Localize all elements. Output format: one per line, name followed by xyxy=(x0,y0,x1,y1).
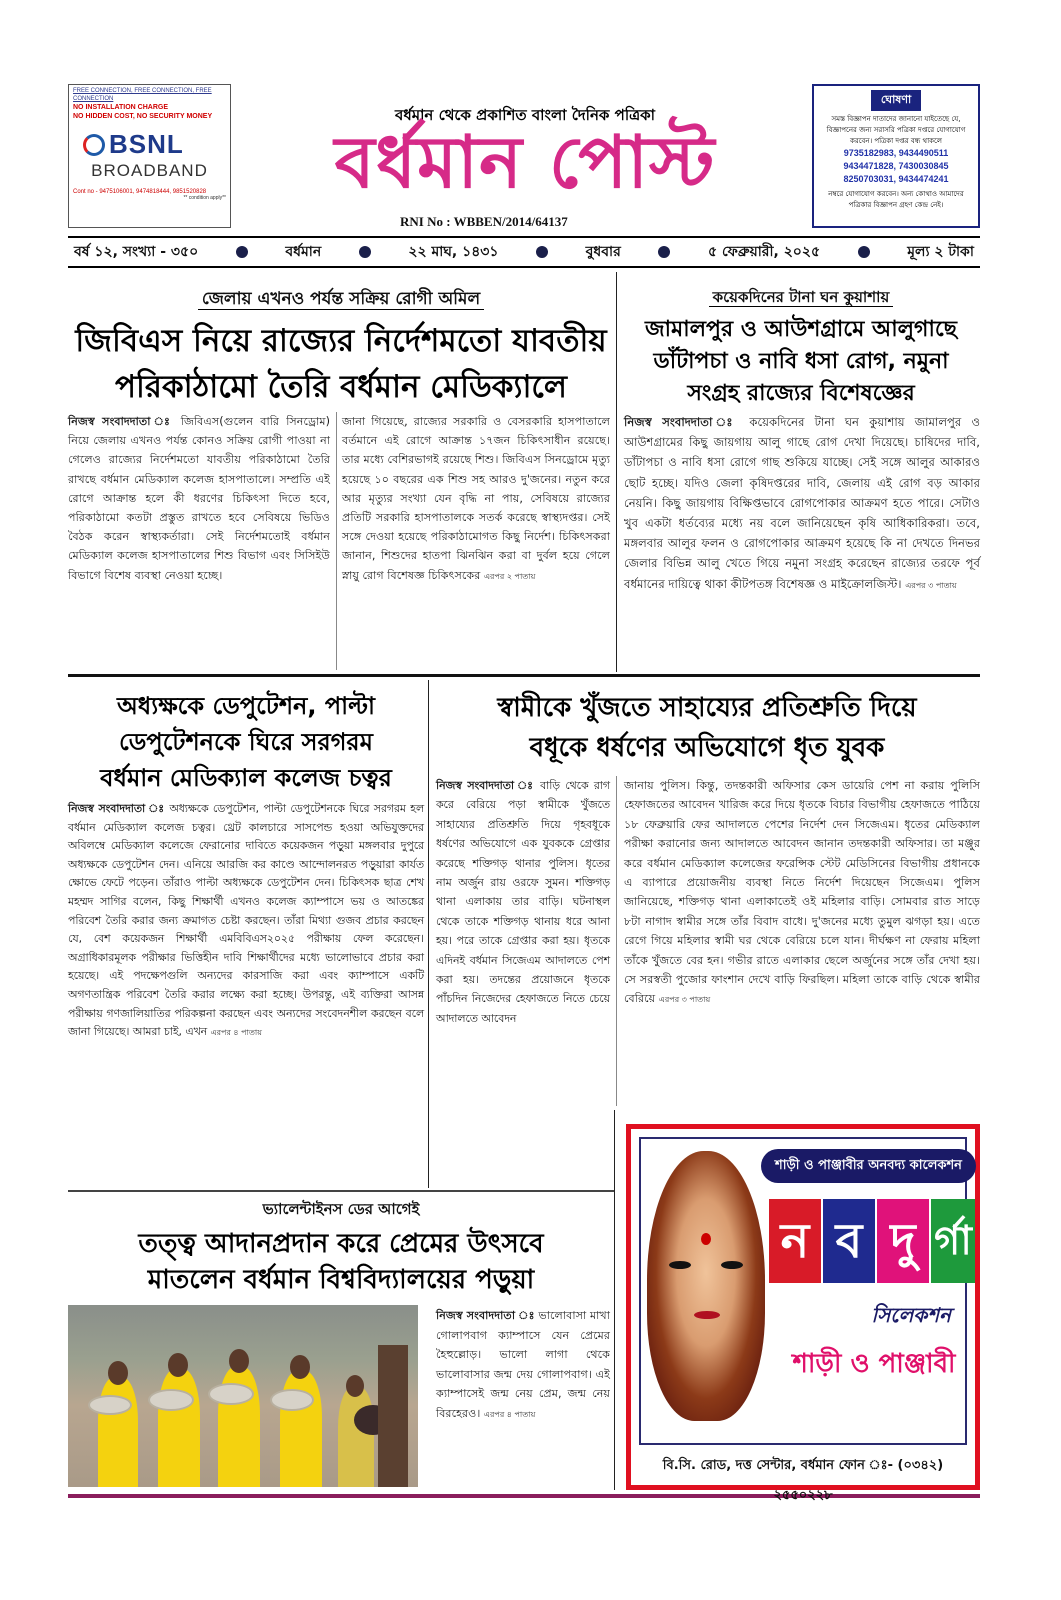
story3-headline xyxy=(68,688,424,796)
bullet-icon xyxy=(858,246,870,258)
notice-phone-1: 9735182983, 9434490511 xyxy=(843,148,949,158)
story1-byline: নিজস্ব সংবাদদাতা ঃ xyxy=(68,415,174,428)
bullet-icon xyxy=(536,246,548,258)
story5-headline-line1: তত্ত্ব আদানপ্রদান করে প্রেমের উৎসবে xyxy=(138,1229,544,1259)
notice-phone-2: 9434471828, 7430030845 xyxy=(843,161,949,171)
bullet-icon xyxy=(658,246,670,258)
story3-headline-line1: অধ্যক্ষকে ডেপুটেশন, পাল্টা xyxy=(117,692,375,720)
story3-column xyxy=(68,800,424,1182)
bsnl-advert xyxy=(68,84,231,228)
story3-headline-line2: ডেপুটেশনকে ঘিরে সরগরম xyxy=(119,728,373,756)
story2-headline-line1: জামালপুর ও আউশগ্রামে আলুগাছে xyxy=(644,317,957,342)
story1-column-2 xyxy=(342,412,610,668)
place: বর্ধমান xyxy=(285,244,322,260)
column-rule xyxy=(336,412,337,670)
story1-headline xyxy=(68,318,614,410)
story2-column xyxy=(624,412,980,670)
notice-phone-3: 8250703031, 9434474241 xyxy=(843,174,949,184)
newspaper-title: বর্ধমান পোস্ট xyxy=(334,120,716,204)
story4-headline-line1: স্বামীকে খুঁজতে সাহায্যের প্রতিশ্রুতি দিয়ে xyxy=(497,693,917,723)
story4-headline-line2: বধূকে ধর্ষণের অভিযোগে ধৃত যুবক xyxy=(529,733,885,763)
column-rule xyxy=(428,680,429,1188)
bsnl-globe-icon xyxy=(83,134,105,156)
story3-continued: এরপর ৪ পাতায় xyxy=(210,1028,262,1038)
story5-text: ভালোবাসা মাখা গোলাপবাগ ক্যাম্পাসে যেন প্রেমের হৈহুল্লোড়। ভালো লাগা থেকে ভালোবাসার জন্ম দেয় গোলাপবাগ। এই ক্যাম্পাসেই জন্ম নেয় প্রেম, জন্ম নেয় বিরহেরও। xyxy=(436,1309,610,1420)
notice-heading: ঘোষণা xyxy=(871,90,921,111)
story4-text-1: বাড়ি থেকে রাগ করে বেরিয়ে পড়া স্বামীকে খুঁজতে সাহায্যের প্রতিশ্রুতি দিয়ে গৃহবধূকে ধর্ষণের অভিযোগে এক যুবককে গ্রেপ্তার করেছে শক্তিগড় থানার পুলিস। ধৃতের নাম অর্জুন রায় ওরফে সুমন। শক্তিগড় থানা এলাকায় তার বাড়ি। ঘটনাস্থল থেকে তাকে শক্তিগড় থানায় ধরে আনা হয়। পরে তাকে গ্রেপ্তার করা হয়। ধৃতকে এদিনই বর্ধমান সিজেএম আদালতে পেশ করা হয়। তদন্তের প্রয়োজনে ধৃতকে পাঁচদিন নিজেদের হেফাজতে নিতে চেয়ে আদালতে আবেদন xyxy=(436,779,611,1025)
story4-headline xyxy=(434,688,980,768)
story5-headline-line2: মাতলেন বর্ধমান বিশ্ববিদ্যালয়ের পড়ুয়া xyxy=(147,1265,535,1295)
navadurga-advert xyxy=(626,1124,980,1503)
story1-text-1: জিবিএস(গুলেন বারি সিনড্রোম) নিয়ে জেলায় এখনও পর্যন্ত কোনও সক্রিয় রোগী পাওয়া না গেলেও রাজ্যের নির্দেশমতো যাবতীয় পরিকাঠামো তৈরি রাখছে বর্ধমান মেডিক্যাল কলেজ হাসপাতালে। সম্প্রতি এই রোগে আক্রান্ত হলে কী ধরণের চিকিৎসা দিতে হবে, পরিকাঠামো কতটা প্রস্তুত রাখতে হবে সেবিষয়ে ভিডিও বৈঠক করেন স্বাস্থ্যকর্তারা। সেই নির্দেশমতোই বর্ধমান মেডিক্যাল কলেজ হাসপাতালের শিশু বিভাগ এবং সিসিইউ বিভাগে বিশেষ ব্যবস্থা নেওয়া হচ্ছে। xyxy=(68,415,330,582)
english-date: ৫ ফেব্রুয়ারী, ২০২৫ xyxy=(707,244,821,260)
bsnl-line2: NO HIDDEN COST, NO SECURITY MONEY xyxy=(73,113,213,120)
bsnl-free-connection: FREE CONNECTION, FREE CONNECTION, FREE CONNECTION xyxy=(73,88,212,102)
bullet-icon xyxy=(359,246,371,258)
story1-continued: এরপর ২ পাতায় xyxy=(483,571,536,581)
bsnl-contact: Cont no - 9475106001, 9474818444, 9851520828 xyxy=(73,189,207,195)
story2-text: কয়েকদিনের টানা ঘন কুয়াশায় জামালপুর ও আউশগ্রামের কিছু জায়গায় আলু গাছে রোগ দেখা দিয়েছে। চাষিদের দাবি, ডাঁটাপচা ও নাবি ধসা রোগে গাছ শুকিয়ে যাচ্ছে। সেই সঙ্গে আলুর আকারও ছোট হচ্ছে। যদিও জেলা কৃষিদপ্তরের দাবি, জেলায় এই রোগ বড় আকার নেয়নি। কিছু জায়গায় বিক্ষিপ্তভাবে রোগপোকার আক্রমণ হতে পারে। সেটাও খুব একটা ধর্তব্যের মধ্যে নয় বলে জানিয়েছেন কৃষি আধিকারিকরা। তবে, মঙ্গলবার আলুর ফলন ও রোগপোকার আক্রমণ হয়েছে কি না দেখতে দিনভর জেলার বিভিন্ন আলু খেতে গিয়ে নমুনা সংগ্রহ করেছেন রাজ্যের তরফে পূর্ব বর্ধমানের দায়িত্বে থাকা কীটপতঙ্গ বিশেষজ্ঞ ও মাইক্রোলজিস্ট। xyxy=(624,415,980,591)
story2-headline-line2: ডাঁটাপচা ও নাবি ধসা রোগ, নমুনা xyxy=(653,349,949,374)
bsnl-product: BROADBAND xyxy=(91,161,208,180)
column-rule xyxy=(616,776,617,1106)
bullet-icon xyxy=(236,246,248,258)
students-photo xyxy=(68,1305,418,1487)
story1-column-1 xyxy=(68,412,330,668)
advert-frame xyxy=(639,1137,972,1445)
advert-selection: সিলেকশন xyxy=(871,1303,951,1327)
advert-letter-2: ব xyxy=(823,1199,875,1283)
issue-number: বর্ষ ১২, সংখ্যা - ৩৫০ xyxy=(74,244,199,260)
tagline: বর্ধমান থেকে প্রকাশিত বাংলা দৈনিক পত্রিকা xyxy=(395,106,655,124)
advert-letter-4: র্গা xyxy=(931,1199,975,1283)
story4-column-1 xyxy=(436,776,610,1172)
notice-box xyxy=(812,84,980,228)
notice-text: সমস্ত বিজ্ঞাপন দাতাদের জানানো যাইতেছে যে, বিজ্ঞাপনের জন্য সরাসরি পত্রিকা দপ্তরে যোগাযোগ করবেন। পত্রিকা দপ্তর বন্ধ থাকলে xyxy=(826,115,966,145)
story1-headline-line2: পরিকাঠামো তৈরি বর্ধমান মেডিক্যালে xyxy=(115,369,567,405)
section-rule xyxy=(68,674,980,677)
story2-byline: নিজস্ব সংবাদদাতা ঃ xyxy=(624,415,740,429)
advert-letter-3: দু xyxy=(877,1199,929,1283)
story5-kicker-text: ভ্যালেন্টাইনস ডের আগেই xyxy=(262,1200,420,1218)
story5-continued: এরপর ৪ পাতায় xyxy=(483,1409,536,1419)
advert-address: বি.সি. রোড, দত্ত সেন্টার, বর্ধমান ফোন ঃ- (০৩৪২) ২৫৫০২২৮ xyxy=(662,1458,944,1503)
story1-headline-line1: জিবিএস নিয়ে রাজ্যের নির্দেশমতো যাবতীয় xyxy=(75,323,607,359)
goddess-image xyxy=(647,1151,765,1421)
story2-kicker-text: কয়েকদিনের টানা ঘন কুয়াশায় xyxy=(709,288,894,307)
story3-text: অধ্যক্ষকে ডেপুটেশন, পাল্টা ডেপুটেশনকে ঘিরে সরগরম হল বর্ধমান মেডিক্যাল কলেজ চত্বর। থ্রেট কালচারে সাসপেন্ড হওয়া অভিযুক্তদের অবিলম্বে মেডিক্যাল কলেজে ফেরানোর দাবিতে কয়েকজন পড়ুয়া মঙ্গলবার দুপুরে অধ্যক্ষকে ডেপুটেশন দেন। এনিয়ে আরজি কর কাণ্ডে আন্দোলনরত পড়ুয়ারা কার্যত ক্ষোভে ফেটে পড়েন। তাঁরাও পাল্টা অধ্যক্ষকে ডেপুটেশন দেন। চিকিৎসক ছাত্র শেখ মহম্মদ সাগির বলেন, কিছু শিক্ষার্থী এখনও কলেজ ক্যাম্পাসে ভয় ও আতঙ্কের পরিবেশ তৈরি করার জন্য ক্রমাগত চেষ্টা করছেন। তাঁরা মিথ্যা গুজব প্রচার করছেন যে, বেশ কয়েকজন শিক্ষার্থী এমবিবিএস২০২৫ পরীক্ষায় ফেল করেছেন। অগ্রাধিকারমূলক পরীক্ষার ভিত্তিহীন দাবি শিক্ষার্থীদের মধ্যে ভালোভাবে প্রচার করা হয়েছে। এই পদক্ষেপগুলি অন্যদের কারসাজি করা এবং ক্যাম্পাসে একটি অগণতান্ত্রিক পরিবেশ তৈরি করার লক্ষ্যে করা হচ্ছে। উপরন্তু, এই ব্যক্তিরা আসন্ন পরীক্ষায় গণজালিয়াতির পরিকল্পনা করছেন এবং অন্যদের সংবেদনশীল করছেন বলে জানা গিয়েছে। আমরা চাই, এখন xyxy=(68,802,424,1039)
advert-tagline: শাড়ী ও পাঞ্জাবীর অনবদ্য কালেকশন xyxy=(761,1149,976,1183)
advert-product: শাড়ী ও পাঞ্জাবী xyxy=(792,1349,956,1379)
story4-byline: নিজস্ব সংবাদদাতা ঃ xyxy=(436,779,535,792)
story1-kicker-text: জেলায় এখনও পর্যন্ত সক্রিয় রোগী অমিল xyxy=(198,289,484,310)
story5-kicker xyxy=(68,1198,614,1223)
weekday: বুধবার xyxy=(585,244,621,260)
story4-column-2 xyxy=(624,776,980,1106)
price: মূল্য ২ টাকা xyxy=(907,244,974,260)
story1-kicker xyxy=(68,286,614,314)
bsnl-logo xyxy=(73,129,226,160)
rni-number: RNI No : WBBEN/2014/64137 xyxy=(400,214,568,229)
footer-rule xyxy=(68,1494,980,1498)
date-bar xyxy=(68,236,980,268)
story5-byline: নিজস্ব সংবাদদাতা ঃ xyxy=(436,1309,535,1322)
story3-headline-line3: বর্ধমান মেডিক্যাল কলেজ চত্বর xyxy=(100,764,392,792)
story3-byline: নিজস্ব সংবাদদাতা ঃ xyxy=(68,802,165,815)
notice-footer: নম্বরে যোগাযোগ করবেন। অন্য কোথাও আমাদের পত্রিকার বিজ্ঞাপন গ্রহণ কেন্দ্র নেই। xyxy=(828,190,964,209)
column-rule xyxy=(616,272,617,672)
story5-headline xyxy=(68,1226,614,1298)
bsnl-condition: ** condition apply** xyxy=(183,195,226,201)
story4-continued: এরপর ৩ পাতায় xyxy=(658,995,711,1005)
section-rule xyxy=(68,1190,614,1192)
story2-continued: এরপর ৩ পাতায় xyxy=(905,580,957,590)
story4-text-2: জানায় পুলিস। কিন্তু, তদন্তকারী অফিসার কেস ডায়েরি পেশ না করায় পুলিসি হেফাজতের আবেদন খারিজ করে দিয়ে ধৃতকে বিচার বিভাগীয় হেফাজতে পাঠিয়ে ১৮ ফেব্রুয়ারি ফের আদালতে পেশের নির্দেশ দেন সিজেএম। ধৃতের মেডিক্যাল পরীক্ষা করানোর জন্য আদালতে আবেদন জানান তদন্তকারী অফিসার। তা মঞ্জুর করে বর্ধমান মেডিক্যাল কলেজের ফরেন্সিক স্টেট মেডিসিনের বিভাগীয় প্রধানকে এ ব্যাপারে প্রয়োজনীয় ব্যবস্থা নিতে নির্দেশ দিয়েছেন সিজেএম। পুলিস জানিয়েছে, শক্তিগড় থানা এলাকাতেই ওই মহিলার বাড়ি। সোমবার রাত সাড়ে ৮টা নাগাদ স্বামীর সঙ্গে তাঁর বিবাদ বাধে। দু'জনের মধ্যে তুমুল ঝগড়া হয়। এতে রেগে গিয়ে মহিলার স্বামী ঘর থেকে বেরিয়ে চলে যান। দীর্ঘক্ষণ না ফেরায় মহিলা তাঁকে খুঁজতে বের হন। গভীর রাতে এলাকার ছেলে অর্জুনের সঙ্গে তাঁর দেখা হয়। সে সরস্বতী পুজোর ফাংশান দেখে বাড়ি ফিরছিল। মহিলা তাকে বাড়ি থেকে স্বামীর বেরিয়ে xyxy=(624,779,980,1006)
column-rule xyxy=(614,1110,615,1490)
advert-letter-1: ন xyxy=(769,1199,821,1283)
bsnl-line1: NO INSTALLATION CHARGE xyxy=(73,104,169,111)
bengali-date: ২২ মাঘ, ১৪৩১ xyxy=(408,244,499,260)
story2-headline xyxy=(622,314,980,410)
story5-column xyxy=(436,1306,610,1486)
story2-headline-line3: সংগ্রহ রাজ্যের বিশেষজ্ঞের xyxy=(687,381,915,406)
story2-kicker xyxy=(622,286,980,311)
bsnl-brand: BSNL xyxy=(109,129,184,159)
story1-text-2: জানা গিয়েছে, রাজ্যের সরকারি ও বেসরকারি হাসপাতালে বর্তমানে এই রোগে আক্রান্ত ১৭জন চিকিৎসাধীন রয়েছে। তার মধ্যে বেশিরভাগই রয়েছে শিশু। জিবিএস সিনড্রোমে মৃত্যু হয়েছে ১০ বছরের এক শিশু সহ আরও দু'জনের। নতুন করে আর মৃত্যুর সংখ্যা যেন বৃদ্ধি না পায়, সেবিষয়ে রাজ্যের প্রতিটি সরকারি হাসপাতালকে সতর্ক করেছে স্বাস্থ্যদপ্তর। সেই সঙ্গে দেওয়া হয়েছে পরিকাঠামোগত কিছু নির্দেশ। চিকিৎসকরা জানান, শিশুদের হাতপা ঝিনঝিন করা বা দুর্বল হয়ে গেলে স্নায়ু রোগ বিশেষজ্ঞ চিকিৎসকের xyxy=(342,415,610,582)
